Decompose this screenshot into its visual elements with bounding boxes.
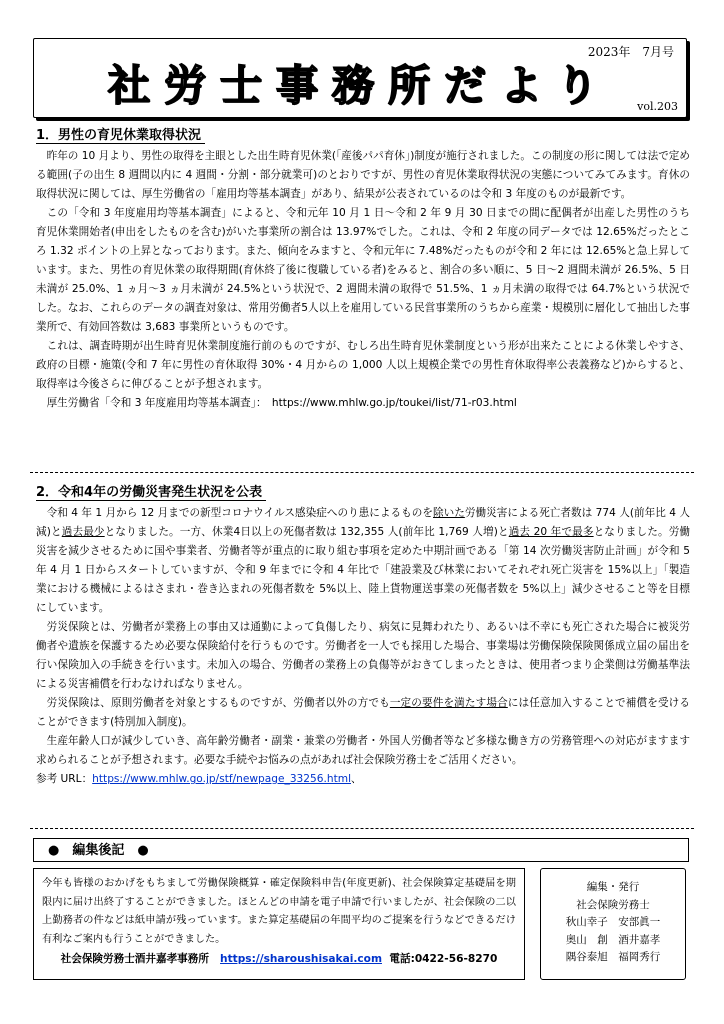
section-divider <box>30 828 694 829</box>
publisher-role: 社会保険労務士 <box>576 898 650 911</box>
editor-note-heading: ● 編集後記 ● <box>33 838 689 862</box>
office-contact <box>42 951 516 966</box>
text-span: 労災保険は、原則労働者を対象とするものですが、労働者以外の方でも <box>46 697 390 709</box>
editor-note-box <box>33 868 525 980</box>
section-paternity-leave <box>36 124 690 413</box>
issue-date: 2023年 7月号 <box>587 45 674 59</box>
paragraph: 生産年齢人口が減少していき、高年齢労働者・副業・兼業の労働者・外国人労働者等など多様な働き方の労務管理への対応がますます求められることが予想されます。必要な手続やお悩みの点があれば社会保険労務士をご活用ください。 <box>36 735 690 766</box>
staff-names: 奥山 創 酒井嘉孝 <box>565 933 661 946</box>
issue-volume: vol.203 <box>637 100 678 113</box>
reference-line <box>36 770 690 789</box>
reference-link[interactable]: https://www.mhlw.go.jp/stf/newpage_33256.html <box>92 773 352 785</box>
paragraph: 昨年の 10 月より、男性の取得を主眼とした出生時育児休業(「産後パパ育休」)制度が施行されました。この制度の形に関しては法で定める範囲(子の出生 8 週間以内に 4 週間・分割・部分就業可)のとおりですが、男性の育児休業取得状況の実態についてみてみます。育休の取得状況に関しては、厚生労働省の「雇用均等基本調査」があり、結果が公表されているのは令和 3 年度のものが最新です。 <box>36 150 690 200</box>
text-span: となりました。一方、休業4日以上の死傷者数は 132,355 人(前年比 1,769 人増)と <box>104 526 509 538</box>
publisher-box <box>540 868 686 980</box>
text-span: 労働災害による死亡者数は 774 人(前年比 4 人減)と <box>36 507 691 538</box>
text-span: には任意加入することで補償を受けることができます(特別加入制度)。 <box>36 697 690 728</box>
office-name: 社会保険労務士酒井嘉孝事務所 <box>60 953 209 965</box>
paragraph <box>36 504 690 618</box>
office-phone: 電話:0422-56-8270 <box>389 953 498 965</box>
paragraph: 労災保険とは、労働者が業務上の事由又は通勤によって負傷したり、病気に見舞われたり、あるいは不幸にも死亡された場合に被災労働者や遺族を保護するため必要な保険給付を行うものです。労働者を一人でも採用した場合、事業場は労働保険保険関係成立届の届出を行い保険加入の手続きを行います。未加入の場合、労働者の業務上の負傷等がおきてしまったときは、使用者つまり企業側は労働基準法による災害補償を行わなければなりません。 <box>36 621 690 690</box>
underlined-text: 過去 20 年で最多 <box>508 526 594 538</box>
paragraph: これは、調査時期が出生時育児休業制度施行前のものですが、むしろ出生時育児休業制度という形が出来たことによる休業しやすさ、政府の目標・施策(令和 7 年に男性の育休取得 30%・4 月からの 1,000 人以上規模企業での男性育休取得率公表義務など)からすると、取得率は今後さらに伸びることが予想されます。 <box>36 340 690 390</box>
section-heading: 1．男性の育児休業取得状況 <box>36 124 205 144</box>
publisher-title: 編集・発行 <box>586 881 640 893</box>
newsletter-title: 社労士事務所だより <box>107 61 612 110</box>
paragraph <box>36 694 690 732</box>
underlined-text: 一定の要件を満たす場合 <box>389 697 508 709</box>
section-heading: 2．令和4年の労働災害発生状況を公表 <box>36 481 266 501</box>
text-span: 令和 4 年 1 月から 12 月までの新型コロナウイルス感染症へのり患によるものを <box>46 507 434 519</box>
section-industrial-accidents <box>36 481 690 789</box>
underlined-text: 除いた <box>433 507 465 519</box>
text-span: となりました。労働災害を減少させるために国や事業者、労働者等が重点的に取り組む事項を定めた中期計画である「第 14 次労働災害防止計画」が令和 5 年 4 月 1 日からスタートしていますが、令和 9 年までに令和 4 年比で「建設業及び林業においてそれぞれ死亡災害を 15%以上」「製造業における機械によるはさまれ・巻き込まれの死傷者数を 5%以上、陸上貨物運送事業の死傷者数を 5%以上」減少させること等を目標にしています。 <box>36 526 691 614</box>
office-website-link[interactable]: https://sharoushisakai.com <box>220 953 382 965</box>
paragraph: この「令和 3 年度雇用均等基本調査」によると、令和元年 10 月 1 日～令和 2 年 9 月 30 日までの間に配偶者が出産した男性のうち育児休業開始者(申出をしたものを含む)がいた事業所の割合は 13.97%でした。これは、令和 2 年度の同データでは 12.65%だったところ 1.32 ポイントの上昇となっております。また、傾向をみますと、令和元年に 7.48%だったものが令和 2 年には 12.65%と急上昇しています。また、男性の育児休業の取得期間(育休終了後に復職している者)をみると、割合の多い順に、5 日～2 週間未満が 26.5%、5 日未満が 25.0%、1 ヵ月～3 ヵ月未満が 24.5%という状況で、2 週間未満の取得で 51.5%、1 ヵ月未満の取得では 64.7%という状況でした。なお、これらのデータの調査対象は、常用労働者5人以上を雇用している民営事業所のうちから産業・規模別に層化して抽出した事業所で、有効回答数は 3,683 事業所というものです。 <box>36 207 690 333</box>
masthead <box>33 38 687 118</box>
text-span: 、 <box>351 773 362 785</box>
reference-label: 参考 URL： <box>36 773 93 785</box>
editor-note-body: 今年も皆様のおかげをもちまして労働保険概算・確定保険料申告(年度更新)、社会保険算定基礎届を期限内に届け出終了することができました。ほとんどの申請を電子申請で行いましたが、社会保険の二以上勤務者の件などは紙申請が残っています。また算定基礎届の年間平均のご提案を行うなどできるだけ有利なご案内も行うことができました。 <box>42 878 516 945</box>
underlined-text: 過去最少 <box>61 526 105 538</box>
staff-names: 秋山幸子 安部眞一 <box>565 916 661 928</box>
staff-names: 隅谷泰旭 福岡秀行 <box>565 951 661 963</box>
section-divider <box>30 472 694 473</box>
reference-line: 厚生労働省「令和 3 年度雇用均等基本調査」： https://www.mhlw.go.jp/toukei/list/71-r03.html <box>46 397 517 409</box>
